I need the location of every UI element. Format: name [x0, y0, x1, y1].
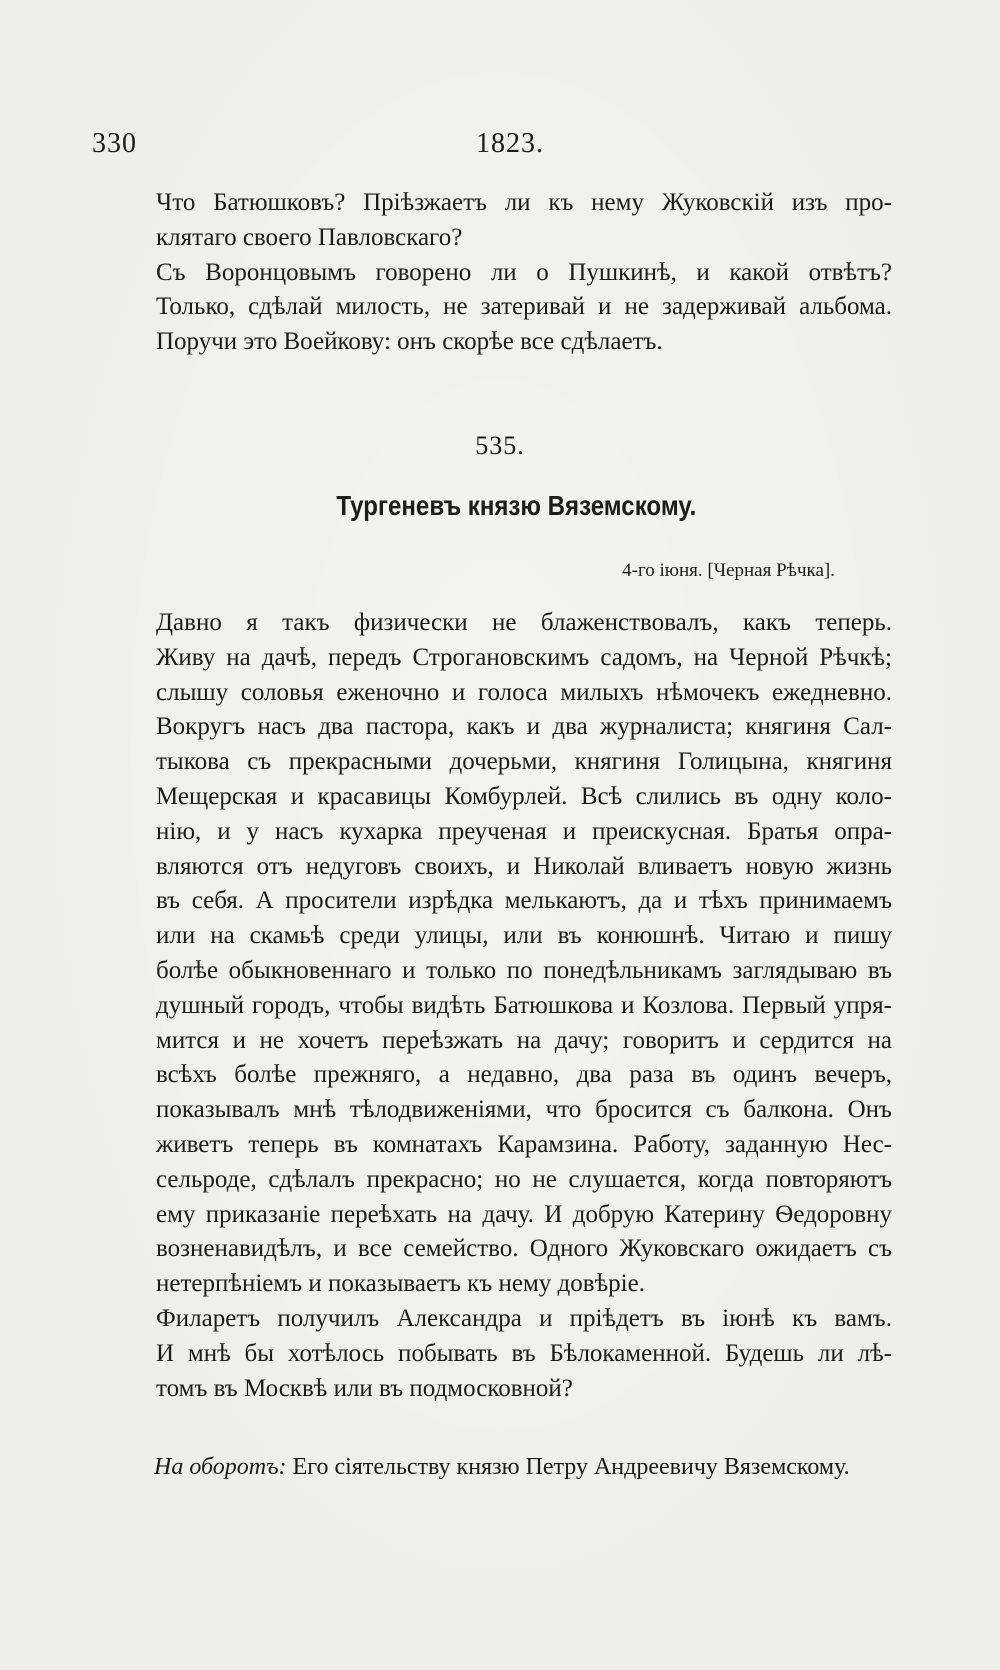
- text-line: или на скамьѣ среди улицы, или въ конюшнѣ. Читаю и пишу: [156, 922, 892, 950]
- paragraph: [92, 256, 892, 360]
- letter-body: [92, 606, 892, 1406]
- letter-heading: Тургеневъ князю Вяземскому.: [336, 490, 697, 521]
- text-line: возненавидѣлъ, и все семейство. Одного Жуковскаго ожидаетъ съ: [156, 1235, 892, 1263]
- text-line: душный городъ, чтобы видѣть Батюшкова и Козлова. Первый упря-: [156, 991, 892, 1019]
- letter-number: 535.: [475, 431, 525, 460]
- text-line: показывалъ мнѣ тѣлодвиженіями, что бросится съ балкона. Онъ: [156, 1096, 892, 1124]
- paragraph: [92, 186, 892, 256]
- text-line: вляются отъ недуговъ своихъ, и Николай вливаетъ новую жизнь: [156, 852, 892, 880]
- text-line: слышу соловья еженочно и голоса милыхъ нѣмочекъ ежедневно.: [156, 678, 892, 706]
- running-head-year: 1823.: [476, 128, 544, 159]
- text-line: Что Батюшковъ? Пріѣзжаетъ ли къ нему Жуковскій изъ про-: [156, 189, 892, 216]
- text-line: И мнѣ бы хотѣлось побывать въ Бѣлокаменной. Будешь ли лѣ-: [156, 1339, 892, 1367]
- text-line: Филаретъ получилъ Александра и пріѣдетъ въ іюнѣ къ вамъ.: [156, 1304, 892, 1332]
- text-line: мится и не хочетъ переѣзжать на дачу; говоритъ и сердится на: [156, 1026, 892, 1054]
- text-line: томъ въ Москвѣ или въ подмосковной?: [156, 1374, 573, 1402]
- text-line: нетерпѣніемъ и показываетъ къ нему довѣріе.: [156, 1270, 645, 1298]
- text-line: въ себя. А просители изрѣдка мелькаютъ, да и тѣхъ принимаемъ: [156, 887, 892, 915]
- text-line: клятаго своего Павловскаго?: [156, 223, 463, 251]
- paragraph: [92, 1302, 892, 1406]
- text-line: живетъ теперь въ комнатахъ Карамзина. Работу, заданную Нес-: [156, 1130, 892, 1158]
- address-label: На оборотъ:: [154, 1454, 287, 1480]
- address-text: Его сіятельству князю Петру Андреевичу Вяземскому.: [286, 1454, 850, 1480]
- text-line: сельроде, сдѣлалъ прекрасно; но не слушается, когда повторяютъ: [156, 1165, 892, 1193]
- text-line: Поручи это Воейкову: онъ скорѣе все сдѣлаетъ.: [156, 328, 663, 356]
- text-line: нію, и у насъ кухарка преученая и преискусная. Братья опра-: [156, 817, 892, 845]
- letter-address: [154, 1454, 892, 1481]
- text-line: ему приказаніе переѣхать на дачу. И добрую Катерину Ѳедоровну: [156, 1200, 892, 1228]
- text-line: Вокругъ насъ два пастора, какъ и два журналиста; княгиня Сал-: [156, 713, 892, 741]
- text-line: тыкова съ прекрасными дочерьми, княгиня Голицына, княгиня: [156, 748, 892, 776]
- text-line: Давно я такъ физически не блаженствовалъ, какъ теперь.: [156, 609, 892, 636]
- text-line: Живу на дачѣ, передъ Строгановскимъ садомъ, на Черной Рѣчкѣ;: [156, 643, 892, 671]
- text-line: всѣхъ болѣе прежняго, а недавно, два раза въ одинъ вечеръ,: [156, 1061, 892, 1089]
- text-line: Только, сдѣлай милость, не затеривай и не задерживай альбома.: [156, 293, 892, 321]
- running-head: [92, 128, 892, 168]
- text-line: Мещерская и красавицы Комбурлей. Всѣ слились въ одну коло-: [156, 782, 892, 810]
- page-number: 330: [92, 128, 137, 159]
- paragraph: [92, 606, 892, 1302]
- preceding-letter-ending: [92, 186, 892, 360]
- text-line: болѣе обыкновеннаго и только по понедѣльникамъ заглядываю въ: [156, 956, 892, 984]
- letter-dateline: 4-го іюня. [Черная Рѣчка].: [622, 560, 835, 581]
- text-line: Съ Воронцовымъ говорено ли о Пушкинѣ, и какой отвѣтъ?: [156, 258, 892, 286]
